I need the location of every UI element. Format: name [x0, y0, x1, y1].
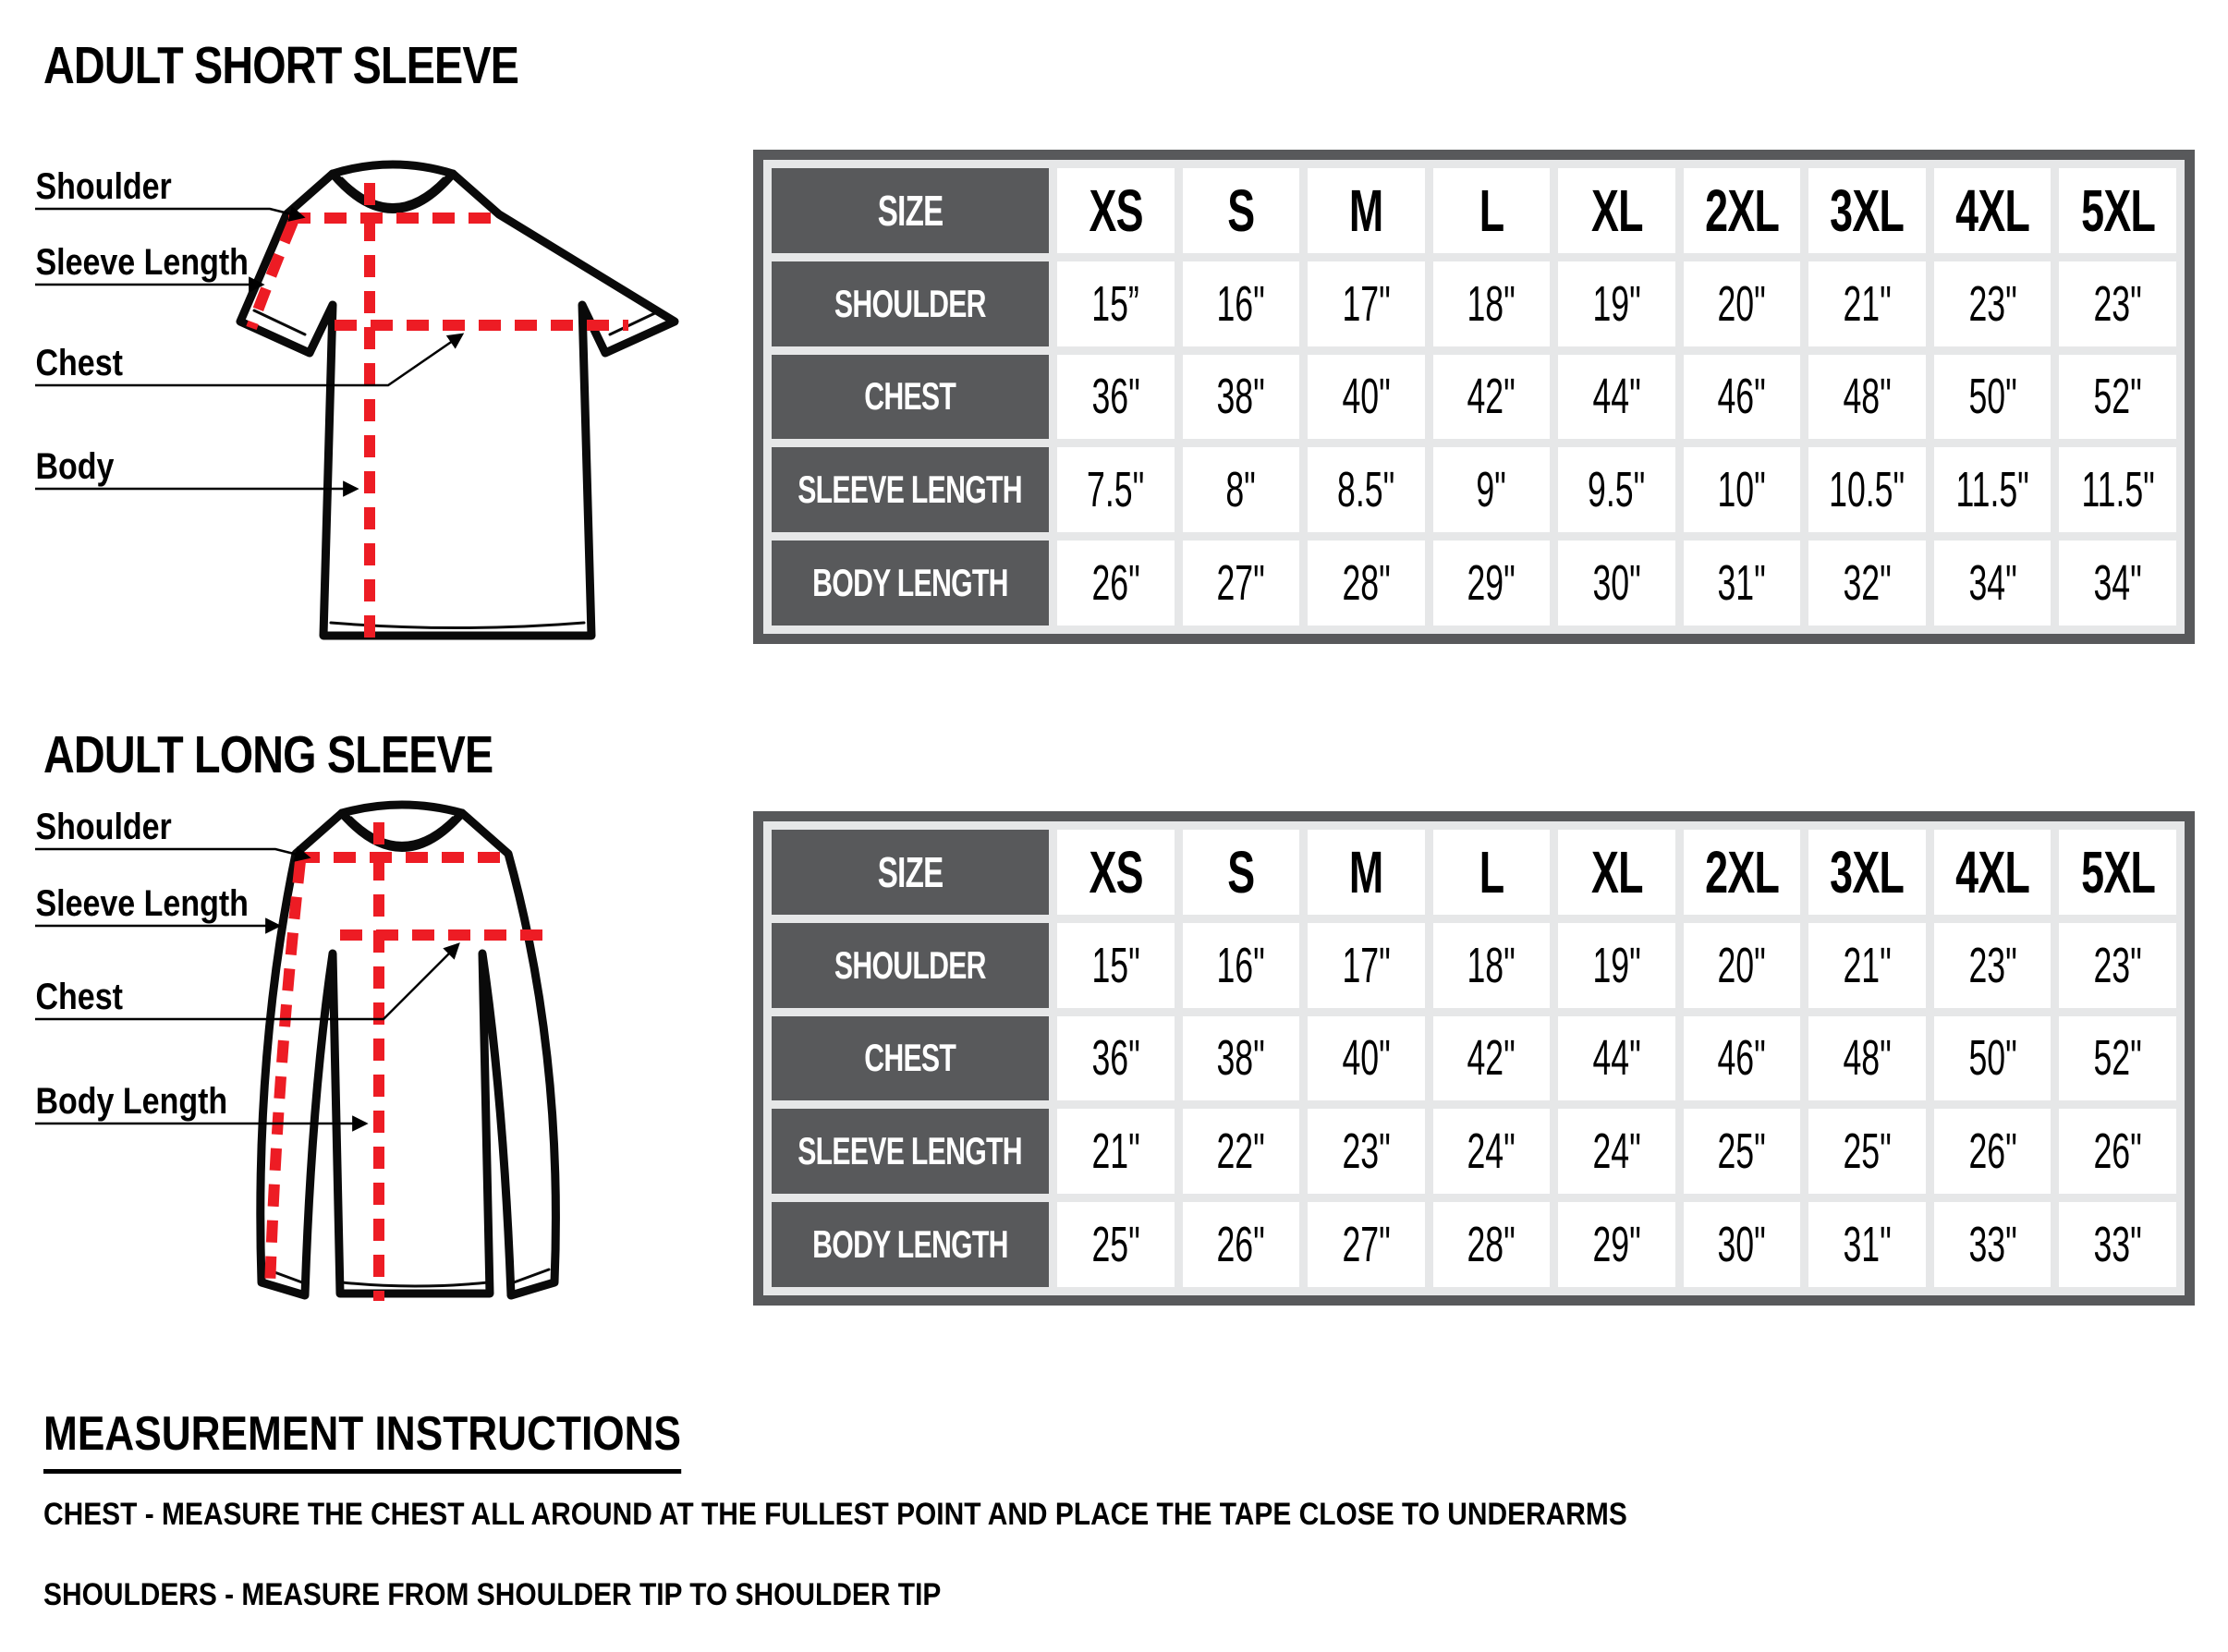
value-cell: 50": [1934, 1016, 2051, 1101]
size-col-header: M: [1308, 830, 1425, 915]
long-sleeve-diagram: [28, 776, 749, 1330]
size-col-header: M: [1308, 168, 1425, 253]
value-cell: 15": [1057, 923, 1175, 1008]
size-col-header: XS: [1057, 830, 1175, 915]
size-col-header: L: [1433, 168, 1551, 253]
value-cell: 17": [1308, 261, 1425, 346]
value-cell: 34": [2059, 541, 2176, 626]
measure-row-label: BODY LENGTH: [772, 541, 1049, 626]
value-cell: 44": [1558, 355, 1675, 440]
instructions-heading-text: MEASUREMENT INSTRUCTIONS: [43, 1406, 681, 1474]
value-cell: 25": [1684, 1109, 1801, 1194]
value-cell: 19": [1558, 923, 1675, 1008]
size-col-header: 5XL: [2059, 168, 2176, 253]
value-cell: 25": [1808, 1109, 1926, 1194]
size-col-header: 3XL: [1808, 168, 1926, 253]
size-col-header: 2XL: [1684, 830, 1801, 915]
value-cell: 10": [1684, 447, 1801, 532]
value-cell: 11.5": [2059, 447, 2176, 532]
value-cell: 26": [1057, 541, 1175, 626]
value-cell: 16": [1183, 261, 1300, 346]
value-cell: 36": [1057, 1016, 1175, 1101]
value-cell: 29": [1558, 1202, 1675, 1287]
size-col-header: 4XL: [1934, 168, 2051, 253]
value-cell: 26": [1183, 1202, 1300, 1287]
short-sleeve-diagram: [28, 129, 712, 665]
shoulder-leader-line: [35, 849, 309, 857]
value-cell: 7.5": [1057, 447, 1175, 532]
size-col-header: 3XL: [1808, 830, 1926, 915]
value-cell: 48": [1808, 1016, 1926, 1101]
instruction-chest: CHEST - MEASURE THE CHEST ALL AROUND AT THE FULLEST POINT AND PLACE THE TAPE CLOSE TO UNDERARMS: [43, 1497, 1627, 1532]
value-cell: 36": [1057, 355, 1175, 440]
shoulder-label: Shoulder: [35, 164, 172, 207]
size-col-header: XS: [1057, 168, 1175, 253]
value-cell: 23": [1934, 923, 2051, 1008]
value-cell: 46": [1684, 355, 1801, 440]
value-cell: 11.5": [1934, 447, 2051, 532]
value-cell: 33": [2059, 1202, 2176, 1287]
value-cell: 27": [1183, 541, 1300, 626]
value-cell: 25": [1057, 1202, 1175, 1287]
value-cell: 8": [1183, 447, 1300, 532]
value-cell: 31": [1684, 541, 1801, 626]
value-cell: 23": [2059, 261, 2176, 346]
value-cell: 50": [1934, 355, 2051, 440]
long-sleeve-size-table: [753, 811, 2195, 1306]
value-cell: 9.5": [1558, 447, 1675, 532]
size-col-header: L: [1433, 830, 1551, 915]
value-cell: 28": [1433, 1202, 1551, 1287]
value-cell: 29": [1433, 541, 1551, 626]
value-cell: 52": [2059, 1016, 2176, 1101]
value-cell: 30": [1684, 1202, 1801, 1287]
measure-row-label: SLEEVE LENGTH: [772, 447, 1049, 532]
short-sleeve-heading-text: ADULT SHORT SLEEVE: [43, 36, 519, 95]
value-cell: 40": [1308, 355, 1425, 440]
sleeve-length-label: Sleeve Length: [35, 881, 249, 924]
measure-row-label: BODY LENGTH: [772, 1202, 1049, 1287]
short-sleeve-size-table: [753, 150, 2195, 644]
size-col-header: 4XL: [1934, 830, 2051, 915]
value-cell: 24": [1558, 1109, 1675, 1194]
size-header-cell: SIZE: [772, 830, 1049, 915]
value-cell: 38": [1183, 355, 1300, 440]
value-cell: 33": [1934, 1202, 2051, 1287]
measure-row-label: SHOULDER: [772, 261, 1049, 346]
body-label: Body: [35, 444, 115, 487]
value-cell: 20": [1684, 261, 1801, 346]
value-cell: 17": [1308, 923, 1425, 1008]
size-col-header: 5XL: [2059, 830, 2176, 915]
measure-row-label: SLEEVE LENGTH: [772, 1109, 1049, 1194]
chest-label: Chest: [35, 975, 123, 1017]
value-cell: 46": [1684, 1016, 1801, 1101]
instruction-shoulders: SHOULDERS - MEASURE FROM SHOULDER TIP TO SHOULDER TIP: [43, 1577, 942, 1612]
value-cell: 23": [1934, 261, 2051, 346]
short-sleeve-heading: [43, 35, 623, 96]
size-col-header: XL: [1558, 168, 1675, 253]
value-cell: 24": [1433, 1109, 1551, 1194]
value-cell: 16": [1183, 923, 1300, 1008]
value-cell: 22": [1183, 1109, 1300, 1194]
value-cell: 21": [1808, 923, 1926, 1008]
value-cell: 18": [1433, 261, 1551, 346]
sleeve-length-label: Sleeve Length: [35, 240, 249, 283]
value-cell: 40": [1308, 1016, 1425, 1101]
tshirt-outline: [240, 164, 675, 636]
measure-row-label: CHEST: [772, 1016, 1049, 1101]
size-col-header: XL: [1558, 830, 1675, 915]
shoulder-label: Shoulder: [35, 805, 172, 847]
value-cell: 52": [2059, 355, 2176, 440]
value-cell: 23": [2059, 923, 2176, 1008]
value-cell: 38": [1183, 1016, 1300, 1101]
long-sleeve-heading-text: ADULT LONG SLEEVE: [43, 725, 493, 784]
shoulder-leader-line: [35, 209, 303, 217]
value-cell: 21": [1808, 261, 1926, 346]
value-cell: 27": [1308, 1202, 1425, 1287]
value-cell: 31": [1808, 1202, 1926, 1287]
value-cell: 9": [1433, 447, 1551, 532]
value-cell: 26": [1934, 1109, 2051, 1194]
value-cell: 19": [1558, 261, 1675, 346]
instructions-heading: [43, 1406, 794, 1474]
value-cell: 23": [1308, 1109, 1425, 1194]
value-cell: 20": [1684, 923, 1801, 1008]
value-cell: 32": [1808, 541, 1926, 626]
value-cell: 48": [1808, 355, 1926, 440]
longsleeve-outline: [261, 805, 556, 1295]
value-cell: 21": [1057, 1109, 1175, 1194]
size-header-cell: SIZE: [772, 168, 1049, 253]
value-cell: 15”: [1057, 261, 1175, 346]
measure-row-label: CHEST: [772, 355, 1049, 440]
value-cell: 8.5": [1308, 447, 1425, 532]
value-cell: 26": [2059, 1109, 2176, 1194]
value-cell: 18": [1433, 923, 1551, 1008]
chest-label: Chest: [35, 341, 123, 383]
value-cell: 10.5": [1808, 447, 1926, 532]
size-col-header: 2XL: [1684, 168, 1801, 253]
value-cell: 42": [1433, 1016, 1551, 1101]
value-cell: 42": [1433, 355, 1551, 440]
value-cell: 30": [1558, 541, 1675, 626]
value-cell: 44": [1558, 1016, 1675, 1101]
value-cell: 28": [1308, 541, 1425, 626]
value-cell: 34": [1934, 541, 2051, 626]
size-col-header: S: [1183, 168, 1300, 253]
measure-row-label: SHOULDER: [772, 923, 1049, 1008]
size-col-header: S: [1183, 830, 1300, 915]
body-length-label: Body Length: [35, 1079, 228, 1122]
